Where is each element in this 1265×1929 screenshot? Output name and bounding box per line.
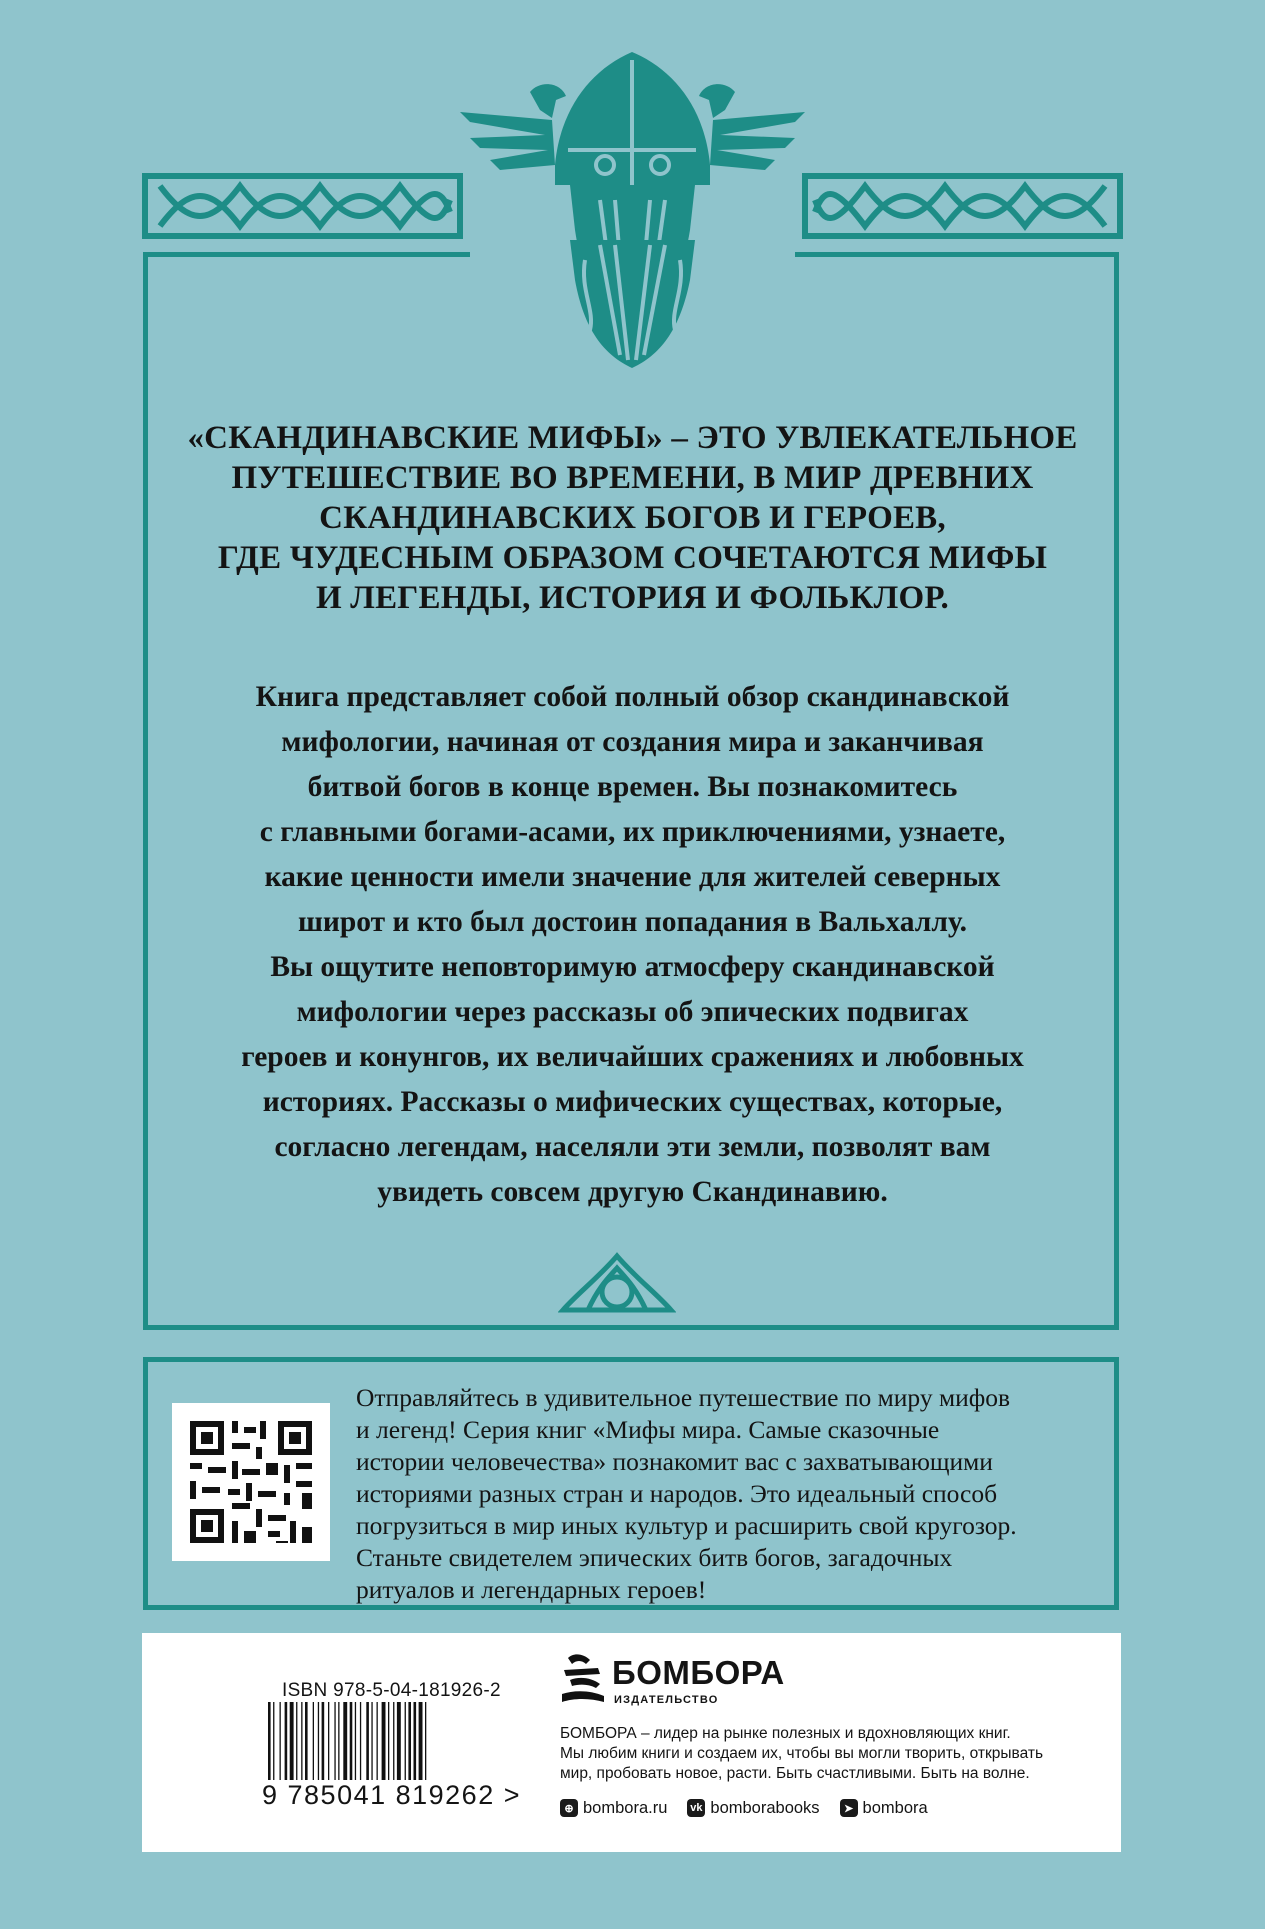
description [180, 675, 1085, 1215]
publisher-description [560, 1724, 1100, 1784]
social-link-vk[interactable] [687, 1799, 819, 1818]
description-line: героев и конунгов, их величайших сражениях и любовных [241, 1041, 1024, 1073]
description-line: какие ценности имели значение для жителей северных [264, 861, 1001, 893]
description-line: Вы ощутите неповторимую атмосферу скандинавской [270, 951, 995, 983]
social-link-label: bombora [862, 1798, 928, 1817]
description-line: битвой богов в конце времен. Вы познакомитесь [307, 771, 958, 803]
publisher-name: БОМБОРА [612, 1654, 785, 1691]
headline-line: ПУТЕШЕСТВИЕ ВО ВРЕМЕНИ, В МИР ДРЕВНИХ [231, 460, 1034, 496]
series-line: Станьте свидетелем эпических битв богов, загадочных [356, 1543, 953, 1572]
bombora-logo-icon [560, 1652, 606, 1708]
social-link-telegram[interactable] [840, 1799, 928, 1818]
description-line: широт и кто был достоин попадания в Вальхаллу. [297, 906, 968, 938]
description-line: увидеть совсем другую Скандинавию. [377, 1176, 888, 1208]
social-links [560, 1796, 948, 1820]
social-link-label: bombora.ru [583, 1798, 668, 1817]
social-link-label: bomborabooks [710, 1798, 820, 1817]
publisher-line: Мы любим книги и создаем их, чтобы вы могли творить, открывать [560, 1745, 1044, 1762]
qr-code-icon[interactable] [172, 1403, 330, 1561]
description-line: мифологии, начиная от создания мира и заканчивая [281, 726, 984, 758]
publisher-line: мир, пробовать новое, расти. Быть счастливыми. Быть на волне. [560, 1765, 1030, 1782]
publisher-line: БОМБОРА – лидер на рынке полезных и вдохновляющих книг. [560, 1725, 1011, 1742]
globe-icon: ⊕ [560, 1799, 578, 1817]
beard-ornament [540, 240, 725, 370]
description-line: согласно легендам, населяли эти земли, позволят вам [274, 1131, 991, 1163]
headline-line: СКАНДИНАВСКИХ БОГОВ И ГЕРОЕВ, [319, 500, 946, 536]
isbn: ISBN 978-5-04-181926-2 [282, 1680, 501, 1701]
headline-line: «СКАНДИНАВСКИЕ МИФЫ» – ЭТО УВЛЕКАТЕЛЬНОЕ [187, 420, 1078, 456]
series-line: погрузиться в мир иных культур и расширить свой кругозор. [356, 1511, 1017, 1540]
series-line: Отправляйтесь в удивительное путешествие по миру мифов [356, 1383, 1011, 1412]
headline-line: И ЛЕГЕНДЫ, ИСТОРИЯ И ФОЛЬКЛОР. [315, 580, 950, 616]
celtic-knot-icon [558, 1248, 676, 1320]
series-line: и легенд! Серия книг «Мифы мира. Самые сказочные [356, 1415, 940, 1444]
telegram-icon: ➤ [840, 1799, 858, 1817]
vk-icon: vk [687, 1799, 705, 1817]
barcode-digits: 9 785041 819262 > [262, 1780, 521, 1810]
series-line: ритуалов и легендарных героев! [356, 1575, 707, 1604]
series-line: истории человечества» познакомит вас с захватывающими [356, 1447, 993, 1476]
description-line: Книга представляет собой полный обзор скандинавской [255, 681, 1010, 713]
series-description [356, 1382, 1096, 1606]
description-line: с главными богами-асами, их приключениями, узнаете, [259, 816, 1006, 848]
headline-line: ГДЕ ЧУДЕСНЫМ ОБРАЗОМ СОЧЕТАЮТСЯ МИФЫ [217, 540, 1048, 576]
social-link-site[interactable] [560, 1799, 667, 1818]
headline [180, 418, 1085, 618]
publisher-subtitle: ИЗДАТЕЛЬСТВО [614, 1694, 719, 1706]
description-line: историях. Рассказы о мифических существах, которые, [262, 1086, 1003, 1118]
description-line: мифологии через рассказы об эпических подвигах [296, 996, 969, 1028]
series-line: историями разных стран и народов. Это идеальный способ [356, 1479, 998, 1508]
